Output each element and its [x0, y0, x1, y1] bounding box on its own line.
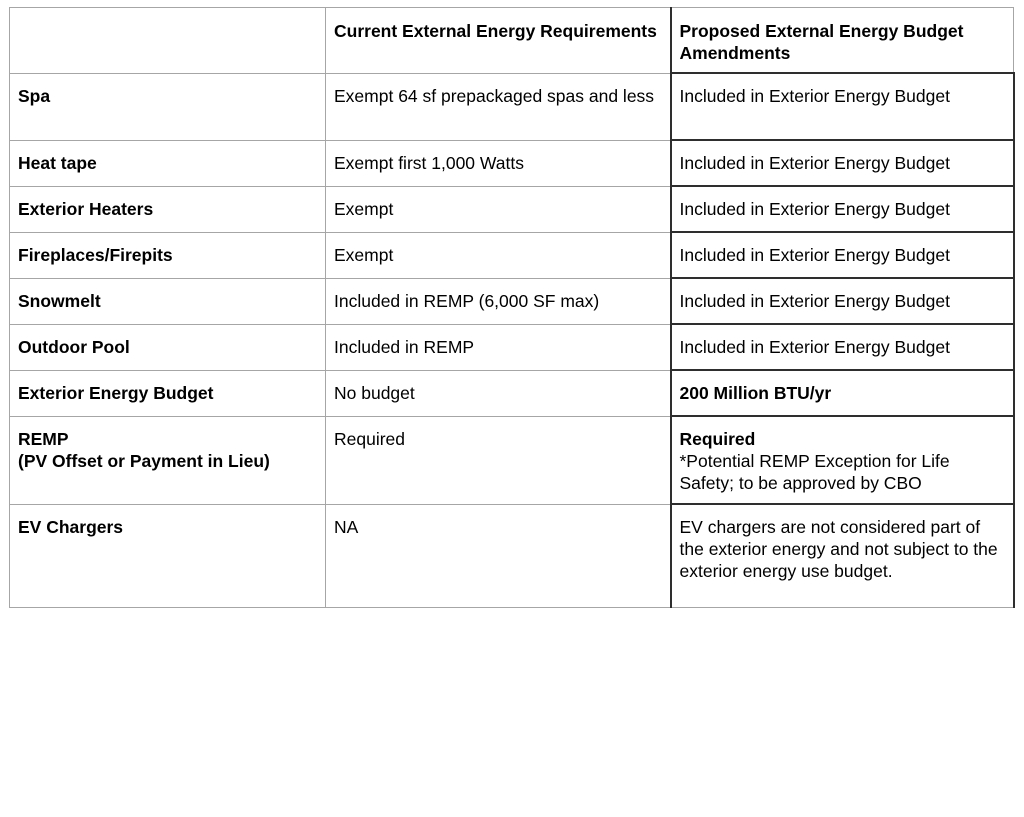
- row-proposed-bold: Required: [679, 429, 756, 449]
- row-proposed-value: Included in Exterior Energy Budget: [671, 278, 1014, 324]
- row-current-value: NA: [326, 504, 671, 607]
- row-proposed-value: [671, 416, 1014, 504]
- header-current-requirements: Current External Energy Requirements: [326, 8, 671, 74]
- header-proposed-amendments: Proposed External Energy Budget Amendments: [671, 8, 1014, 74]
- table-row: [10, 278, 1014, 324]
- table-row: [10, 232, 1014, 278]
- row-item-label: EV Chargers: [10, 504, 326, 607]
- row-proposed-value: EV chargers are not considered part of the exterior energy and not subject to the exterior energy use budget.: [671, 504, 1014, 607]
- row-current-value: Exempt 64 sf prepackaged spas and less: [326, 73, 671, 140]
- row-item-label: Fireplaces/Firepits: [10, 232, 326, 278]
- row-proposed-value: Included in Exterior Energy Budget: [671, 140, 1014, 186]
- row-proposed-value: Included in Exterior Energy Budget: [671, 186, 1014, 232]
- row-current-value: Exempt first 1,000 Watts: [326, 140, 671, 186]
- energy-requirements-table: [9, 7, 1015, 608]
- row-item-label: Exterior Heaters: [10, 186, 326, 232]
- row-proposed-value: Included in Exterior Energy Budget: [671, 73, 1014, 140]
- row-current-value: Included in REMP (6,000 SF max): [326, 278, 671, 324]
- table-row: [10, 370, 1014, 416]
- row-proposed-note: *Potential REMP Exception for Life Safety; to be approved by CBO: [679, 451, 950, 493]
- table-row: [10, 140, 1014, 186]
- row-item-label: Exterior Energy Budget: [10, 370, 326, 416]
- table-row: [10, 416, 1014, 504]
- table-row: [10, 504, 1014, 607]
- table-row: [10, 324, 1014, 370]
- row-current-value: Exempt: [326, 232, 671, 278]
- row-item-label: Spa: [10, 73, 326, 140]
- row-item-label-line1: REMP: [18, 428, 69, 449]
- row-proposed-value: 200 Million BTU/yr: [671, 370, 1014, 416]
- header-item-cell: [10, 8, 326, 74]
- row-proposed-value: Included in Exterior Energy Budget: [671, 232, 1014, 278]
- row-item-label-line2: (PV Offset or Payment in Lieu): [18, 450, 270, 471]
- row-item-label: [10, 416, 326, 504]
- table-header-row: [10, 8, 1014, 74]
- row-current-value: Required: [326, 416, 671, 504]
- table-row: [10, 73, 1014, 140]
- row-current-value: Exempt: [326, 186, 671, 232]
- row-current-value: No budget: [326, 370, 671, 416]
- table-row: [10, 186, 1014, 232]
- row-item-label: Snowmelt: [10, 278, 326, 324]
- row-item-label: Outdoor Pool: [10, 324, 326, 370]
- row-current-value: Included in REMP: [326, 324, 671, 370]
- row-item-label: Heat tape: [10, 140, 326, 186]
- row-proposed-value: Included in Exterior Energy Budget: [671, 324, 1014, 370]
